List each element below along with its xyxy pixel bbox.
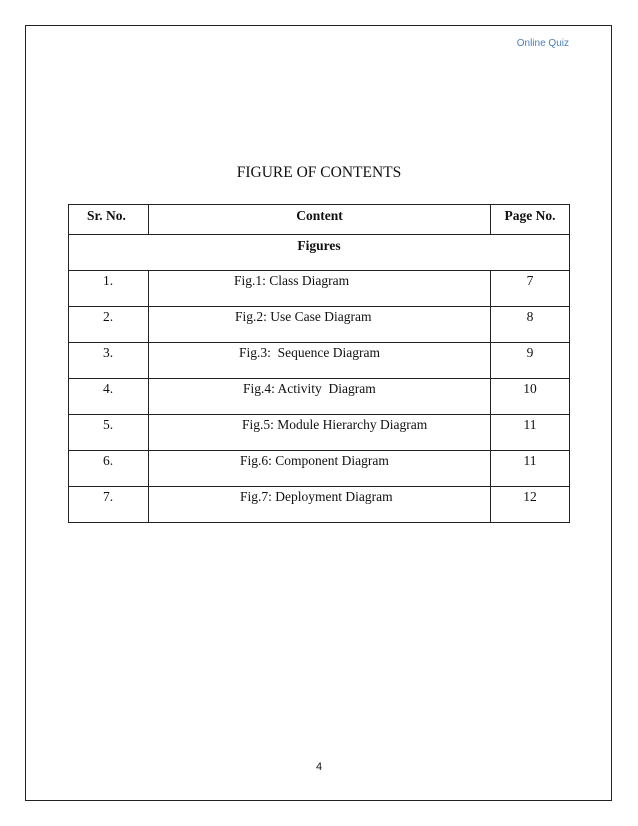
table-row — [69, 451, 570, 487]
figure-table — [68, 204, 570, 523]
row-page-no: 7 — [491, 271, 570, 307]
page-number: 4 — [315, 761, 323, 773]
row-sr-no: 4. — [69, 379, 149, 415]
row-page-no: 9 — [491, 343, 570, 379]
row-content: Fig.7: Deployment Diagram — [149, 487, 491, 523]
table-row — [69, 343, 570, 379]
header-text: Online Quiz — [516, 38, 569, 49]
row-content: Fig.5: Module Hierarchy Diagram — [149, 415, 491, 451]
row-page-no: 8 — [491, 307, 570, 343]
row-sr-no: 2. — [69, 307, 149, 343]
row-page-no: 11 — [491, 415, 570, 451]
table-row — [69, 415, 570, 451]
section-row — [69, 235, 570, 271]
section-label: Figures — [69, 235, 570, 271]
page-title-text: FIGURE OF CONTENTS — [236, 164, 402, 181]
table-row — [69, 379, 570, 415]
row-content: Fig.2: Use Case Diagram — [149, 307, 491, 343]
row-content: Fig.1: Class Diagram — [149, 271, 491, 307]
header-sr-no: Sr. No. — [69, 205, 149, 235]
row-page-no: 12 — [491, 487, 570, 523]
row-sr-no: 1. — [69, 271, 149, 307]
row-sr-no: 5. — [69, 415, 149, 451]
header-page-no: Page No. — [491, 205, 570, 235]
table-row — [69, 271, 570, 307]
page-title — [0, 164, 638, 182]
row-page-no: 11 — [491, 451, 570, 487]
header-content: Content — [149, 205, 491, 235]
row-content: Fig.6: Component Diagram — [149, 451, 491, 487]
table-row — [69, 487, 570, 523]
table-header-row — [69, 205, 570, 235]
row-page-no: 10 — [491, 379, 570, 415]
row-sr-no: 6. — [69, 451, 149, 487]
table-row — [69, 307, 570, 343]
row-content: Fig.3: Sequence Diagram — [149, 343, 491, 379]
row-sr-no: 7. — [69, 487, 149, 523]
row-content: Fig.4: Activity Diagram — [149, 379, 491, 415]
row-sr-no: 3. — [69, 343, 149, 379]
